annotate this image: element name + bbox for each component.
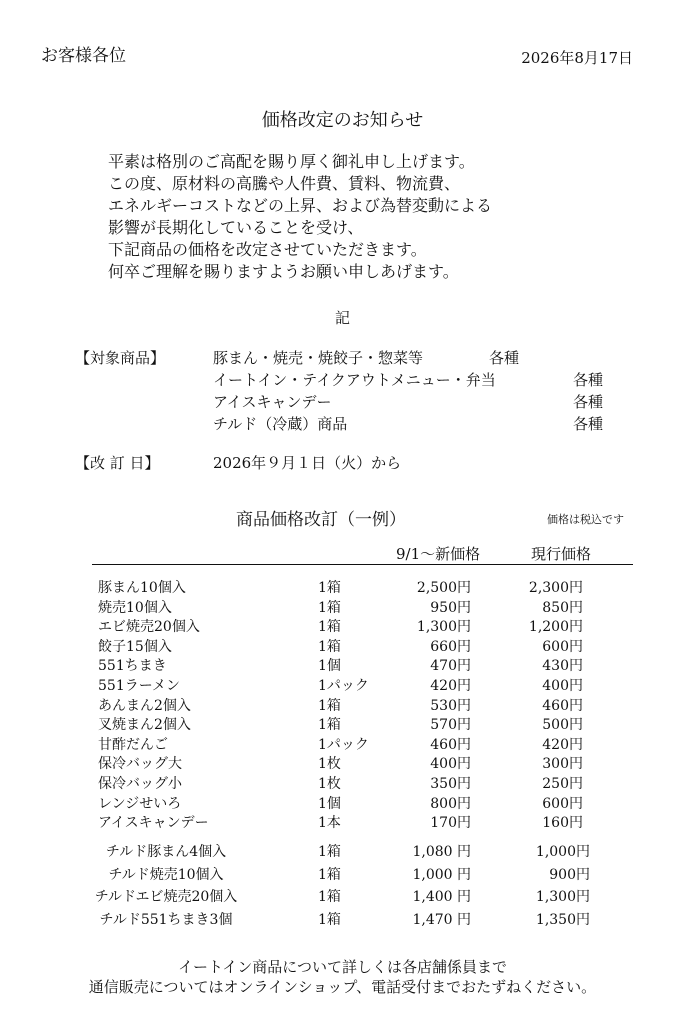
product-name: あんまん2個入 (98, 697, 191, 714)
current-price: 600円 (542, 795, 583, 812)
revision-date: 2026年９月１日（火）から (213, 454, 402, 472)
new-price: 470円 (430, 658, 471, 675)
greeting-line: 平素は格別のご高配を賜り厚く御礼申し上げます。 (108, 152, 475, 171)
product-name: 551ラーメン (98, 677, 181, 694)
new-price: 530円 (430, 697, 471, 714)
chilled-price-table-body (0, 841, 685, 932)
product-category: アイスキャンデー (213, 393, 332, 411)
product-name: レンジせいろ (98, 795, 182, 812)
new-price: 400円 (430, 756, 471, 773)
tax-note: 価格は税込です (547, 513, 624, 526)
greeting-line: 下記商品の価格を改定させていただきます。 (108, 240, 427, 259)
table-row (0, 864, 685, 887)
new-price: 800円 (430, 795, 471, 812)
product-name: 甘酢だんご (98, 736, 168, 753)
category-qty: 各種 (573, 393, 604, 411)
greeting-line: エネルギーコストなどの上昇、および為替変動による (108, 196, 493, 215)
product-name: チルド豚まん4個入 (105, 844, 227, 860)
current-price: 850円 (542, 599, 583, 616)
current-price: 460円 (542, 697, 583, 714)
table-row (0, 734, 685, 754)
new-price: 420円 (430, 677, 471, 694)
table-row (0, 886, 685, 909)
product-unit: 1箱 (318, 599, 341, 616)
product-unit: 1個 (318, 658, 341, 675)
table-row (0, 773, 685, 793)
greeting-line: 何卒ご理解を賜りますようお願い申しあげます。 (108, 262, 459, 281)
page-title: 価格改定のお知らせ (261, 110, 424, 131)
product-name: チルド551ちまき3個 (99, 912, 233, 929)
addressee: お客様各位 (41, 46, 126, 66)
new-price: 950円 (430, 599, 471, 616)
table-row (0, 841, 685, 864)
product-unit: 1箱 (318, 638, 341, 655)
current-price: 1,300円 (535, 889, 590, 906)
product-name: 叉焼まん2個入 (98, 717, 191, 734)
category-qty: 各種 (489, 349, 520, 367)
new-price: 350円 (430, 775, 471, 792)
current-price: 1,000円 (535, 844, 590, 860)
ki-heading: 記 (335, 309, 351, 327)
footer-line-eat-in: イートイン商品について詳しくは各店舗係員まで (178, 958, 507, 976)
table-row (0, 577, 685, 597)
column-header-new-price: 9/1～新価格 (396, 545, 481, 563)
new-price: 460円 (430, 736, 471, 753)
current-price: 2,300円 (528, 580, 583, 596)
product-name: チルド焼売10個入 (108, 866, 224, 883)
category-qty: 各種 (573, 371, 604, 389)
column-header-current-price: 現行価格 (531, 545, 592, 563)
current-price: 160円 (542, 815, 583, 832)
product-unit: 1枚 (318, 756, 341, 773)
product-name: 豚まん10個入 (98, 580, 186, 596)
product-unit: 1箱 (318, 912, 341, 929)
current-price: 600円 (542, 638, 583, 655)
table-row (0, 616, 685, 636)
table-row (0, 753, 685, 773)
product-unit: 1枚 (318, 775, 341, 792)
product-unit: 1個 (318, 795, 341, 812)
greeting-line: この度、原材料の高騰や人件費、賃料、物流費、 (108, 174, 461, 193)
current-price: 1,200円 (528, 619, 583, 636)
target-products-label: 【対象商品】 (75, 349, 166, 367)
footer-line-mail-order: 通信販売についてはオンラインショップ、電話受付までおたずねください。 (88, 978, 597, 996)
product-unit: 1パック (318, 677, 369, 694)
new-price: 570円 (430, 717, 471, 734)
current-price: 430円 (542, 658, 583, 675)
table-row (0, 812, 685, 832)
table-row (0, 636, 685, 656)
current-price: 500円 (542, 717, 583, 734)
category-qty: 各種 (573, 415, 604, 433)
product-unit: 1箱 (318, 619, 341, 636)
new-price: 170円 (430, 815, 471, 832)
product-name: アイスキャンデー (98, 815, 209, 832)
product-name: 保冷バッグ小 (98, 775, 182, 792)
greeting-paragraph (108, 151, 492, 283)
product-unit: 1箱 (318, 889, 341, 906)
product-name: 餃子15個入 (98, 638, 172, 655)
product-category: 豚まん・焼売・焼餃子・惣菜等 (213, 349, 424, 367)
price-table-body (0, 577, 685, 832)
table-row (0, 714, 685, 734)
product-unit: 1箱 (318, 697, 341, 714)
product-name: 551ちまき (98, 658, 167, 675)
new-price: 1,300円 (416, 619, 471, 636)
product-name: チルドエビ焼売20個入 (94, 889, 238, 906)
product-unit: 1本 (318, 815, 341, 832)
product-name: 焼売10個入 (98, 599, 172, 616)
product-name: 保冷バッグ大 (98, 756, 182, 773)
new-price: 660円 (430, 638, 471, 655)
table-row (0, 909, 685, 932)
table-row (0, 597, 685, 617)
table-row (0, 655, 685, 675)
current-price: 250円 (542, 775, 583, 792)
product-unit: 1パック (318, 736, 369, 753)
new-price: 1,470 円 (412, 912, 471, 929)
notice-date: 2026年8月17日 (521, 49, 633, 67)
current-price: 400円 (542, 677, 583, 694)
new-price: 1,000 円 (412, 866, 471, 883)
table-row (0, 675, 685, 695)
table-row (0, 695, 685, 715)
greeting-line: 影響が長期化していることを受け、 (108, 218, 364, 237)
new-price: 2,500円 (416, 580, 471, 596)
current-price: 420円 (542, 736, 583, 753)
table-row (0, 793, 685, 813)
new-price: 1,400 円 (412, 889, 471, 906)
table-header-divider (92, 564, 633, 565)
revision-date-label: 【改 訂 日】 (75, 454, 160, 472)
current-price: 300円 (542, 756, 583, 773)
price-table-title: 商品価格改訂（一例） (236, 510, 406, 530)
product-unit: 1箱 (318, 844, 341, 860)
new-price: 1,080 円 (412, 844, 471, 860)
product-unit: 1箱 (318, 580, 341, 596)
product-category: チルド（冷蔵）商品 (213, 415, 348, 433)
current-price: 900円 (549, 866, 590, 883)
product-name: エビ焼売20個入 (98, 619, 200, 636)
product-unit: 1箱 (318, 866, 341, 883)
product-category: イートイン・テイクアウトメニュー・弁当 (213, 371, 496, 389)
product-unit: 1箱 (318, 717, 341, 734)
current-price: 1,350円 (535, 912, 590, 929)
